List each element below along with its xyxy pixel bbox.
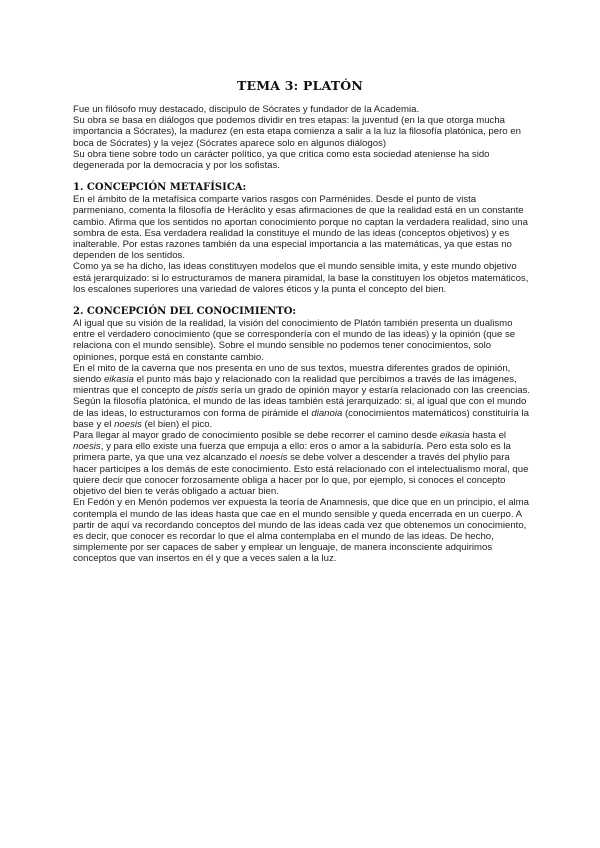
section-2-paragraph-2 — [73, 363, 531, 397]
section-1-paragraph-2: Como ya se ha dicho, las ideas constituyen modelos que el mundo sensible imita, y este mundo objetivo está jerarquizado: si lo estructuramos de manera piramidal, la base la constituyen los objetos matemáticos, los escalones superiores una variedad de valores éticos y la punta el concepto del bien. — [73, 261, 529, 295]
section-2-paragraph-1: Al igual que su visión de la realidad, la visión del conocimiento de Platón también presenta un dualismo entre el verdadero conocimiento (que se correspondería con el mundo de las ideas) y la opinión (que se relaciona con el mundo sensible). Sobre el mundo sensible no podemos tener conocimientos, solo opiniones, porque está en constante cambio. — [73, 318, 516, 363]
text-run: (el bien) el pico. — [141, 418, 213, 430]
text-run: el punto más bajo y relacionado con la realidad que percibimos a través de las imágenes, mientras que el concepto de — [73, 374, 517, 397]
section-2-paragraph-4 — [73, 430, 531, 497]
text-run: , y para ello existe una fuerza que empuja a ello: eros o amor a la sabiduría. Pero esta solo es la primera parte, ya que una vez alcanzado el — [73, 441, 511, 464]
section-2-paragraph-5: En Fedón y en Menón podemos ver expuesta la teoría de Anamnesis, que dice que en un principio, el alma contempla el mundo de las ideas hasta que cae en el mundo sensible y queda encerrada en un cuerpo. A partir de aquí va recordando conceptos del mundo de las ideas cada vez que obtenemos un conocimiento, es decir, que conocer es recordar lo que el alma contemplaba en el mundo de las ideas. De hecho, simplemente por ser capaces de saber y emplear un lenguaje, de manera inconsciente adquirimos conceptos que van insertos en él y que a veces salen a la luz. — [73, 497, 529, 565]
text-run: Según la filosofía platónica, el mundo de las ideas también está jerarquizado: si, al igual que con el mundo de las ideas, lo estructuramos con forma de pirámide el — [73, 396, 527, 419]
text-run: hasta el — [469, 430, 507, 442]
text-run: En el mito de la caverna que nos presenta en uno de sus textos, muestra diferentes grados de opinión, siendo — [73, 362, 511, 386]
text-run: sería un grado de opinión mayor y estaría relacionado con las creencias. — [218, 385, 531, 397]
section-2-heading: 2. CONCEPCIÓN DEL CONOCIMIENTO: — [73, 306, 297, 318]
term-eikasia: eikasia — [103, 374, 134, 386]
text-run: Para llegar al mayor grado de conocimiento posible se debe recorrer el camino desde — [73, 430, 440, 442]
term-noesis: noesis — [259, 452, 288, 464]
text-run: (conocimientos matemáticos) constituiría la base y el — [73, 407, 529, 430]
section-1-heading: 1. CONCEPCIÓN METAFÍSICA: — [73, 182, 247, 194]
term-eikasia: eikasia — [439, 430, 470, 442]
intro-paragraph-3: Su obra tiene sobre todo un carácter político, ya que critica como esta sociedad ateniense ha sido degenerada por la democracia y por los sofistas. — [73, 148, 490, 172]
term-dianoia: dianoia — [311, 407, 343, 419]
term-noesis: noesis — [114, 418, 142, 430]
document-body — [73, 104, 531, 565]
page-title: TEMA 3: PLATÓN — [237, 78, 363, 93]
section-1-paragraph-1: En el ámbito de la metafísica comparte varios rasgos con Parménides. Desde el punto de vista parmeniano, comenta la filosofía de Heráclito y esas afirmaciones de que la realidad está en un constante cambio. Afirma que los sentidos no aportan conocimiento porque no captan la verdadera realidad, sino una sombra de esta. Esa verdadera realidad la constituye el mundo de las ideas (conceptos objetivos) y es inalterable. Por estas razones también da una especial importancia a las matemáticas, ya que estas no dependen de los sentidos. — [73, 194, 528, 262]
text-run: se debe volver a descender a través del phylio para hacer participes a los demás de este conocimiento. Esto está relacionado con el intelectualismo moral, que quiere decir que conocer forzosamente obliga a hacer por lo que, por ejemplo, si conoces el concepto objetivo del bien te verás obligado a actuar bien. — [73, 452, 529, 498]
term-noesis: noesis — [73, 441, 101, 453]
term-pistis: pistis — [196, 385, 219, 397]
section-2-paragraph-3 — [73, 396, 531, 430]
intro-paragraph-2: Su obra se basa en diálogos que podemos dividir en tres etapas: la juventud (en la que otorga mucha importancia a Sócrates), la madurez (en esta etapa comienza a salir a la luz la filosofía platónica, pero en boca de Sócrates) y la vejez (Sócrates aparece solo en algunos diálogos) — [73, 115, 521, 149]
intro-paragraph-1: Fue un filósofo muy destacado, discipulo de Sócrates y fundador de la Academia. — [73, 104, 420, 115]
